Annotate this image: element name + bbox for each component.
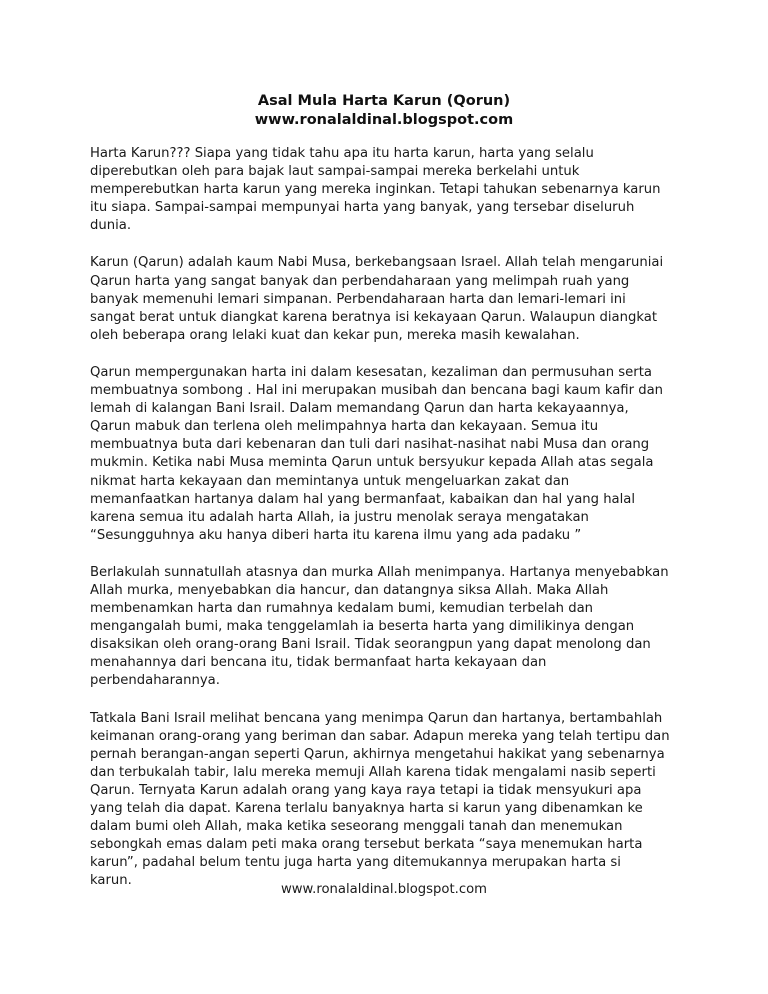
text-line: Tatkala Bani Israil melihat bencana yang menimpa Qarun dan hartanya, bertambahlah [90,710,663,726]
text-line: karena semua itu adalah harta Allah, ia justru menolak seraya mengatakan [90,509,589,525]
text-line: dalam bumi oleh Allah, maka ketika seseorang menggali tanah dan menemukan [90,819,623,835]
text-line: karun. [90,873,132,889]
paragraph [90,710,690,891]
text-line: sebongkah emas dalam peti maka orang tersebut berkata “saya menemukan harta [90,837,643,853]
text-line: Qarun mempergunakan harta ini dalam kesesatan, kezaliman dan permusuhan serta [90,364,652,380]
text-line: Qarun mabuk dan terlena oleh melimpahnya harta dan kekayaan. Semua itu [90,419,599,435]
text-line: “Sesungguhnya aku hanya diberi harta itu karena ilmu yang ada padaku ” [90,527,582,543]
text-line: dunia. [90,218,132,234]
text-line: sangat berat untuk diangkat karena beratnya isi kekayaan Qarun. Walaupun diangkat [90,309,658,325]
title-block [0,92,768,130]
text-line: mengangalah bumi, maka tenggelamlah ia beserta harta yang dimilikinya dengan [90,619,635,635]
page-title: Asal Mula Harta Karun (Qorun) [257,93,511,109]
text-line: diperebutkan oleh para bajak laut sampai-sampai mereka berkelahi untuk [90,164,580,180]
text-line: mukmin. Ketika nabi Musa meminta Qarun untuk bersyukur kepada Allah atas segala [90,455,654,471]
text-line: perbendaharannya. [90,673,220,689]
text-line: pernah berangan-angan seperti Qarun, akhirnya mengetahui hakikat yang sebenarnya [90,746,665,762]
text-line: karun”, padahal belum tentu juga harta yang ditemukannya merupakan harta si [90,855,621,871]
text-line: Karun (Qarun) adalah kaum Nabi Musa, berkebangsaan Israel. Allah telah mengaruniai [90,255,664,271]
text-line: Qarun. Ternyata Karun adalah orang yang kaya raya tetapi ia tidak mensyukuri apa [90,782,642,798]
text-line: membuatnya sombong . Hal ini merupakan musibah dan bencana bagi kaum kafir dan [90,383,664,399]
text-line: memperebutkan harta karun yang mereka inginkan. Tetapi tahukan sebenarnya karun [90,182,661,198]
text-line: menahannya dari bencana itu, tidak bermanfaat harta kekayaan dan [90,655,547,671]
text-line: membuatnya buta dari kebenaran dan tuli dari nasihat-nasihat nabi Musa dan orang [90,437,650,453]
text-line: yang telah dia dapat. Karena terlalu banyaknya harta si karun yang dibenamkan ke [90,801,643,816]
paragraph [90,364,690,545]
text-line: keimanan orang-orang yang beriman dan sabar. Adapun mereka yang telah tertipu dan [90,728,670,744]
text-line: dan terbukalah tabir, lalu mereka memuji Allah karena tidak mengalami nasib seperti [90,764,656,780]
text-line: Berlakulah sunnatullah atasnya dan murka Allah menimpanya. Hartanya menyebabkan [90,564,669,580]
paragraph [90,145,690,235]
page-footer-url: www.ronalaldinal.blogspot.com [280,882,488,897]
text-line: nikmat harta kekayaan dan memintanya untuk mengeluarkan zakat dan [90,473,570,489]
page-subtitle-url: www.ronalaldinal.blogspot.com [254,112,514,128]
text-line: membenamkan harta dan rumahnya kedalam bumi, kemudian terbelah dan [90,601,594,617]
text-line: Qarun harta yang sangat banyak dan perbendaharaan yang melimpah ruah yang [90,273,630,289]
text-line: itu siapa. Sampai-sampai mempunyai harta yang banyak, yang tersebar diseluruh [90,200,635,216]
text-line: memanfaatkan hartanya dalam hal yang bermanfaat, kabaikan dan hal yang halal [90,491,636,507]
text-line: disaksikan oleh orang-orang Bani Israil. Tidak seorangpun yang dapat menolong dan [90,637,651,653]
text-line: lemah di kalangan Bani Israil. Dalam memandang Qarun dan harta kekayaannya, [90,401,629,417]
text-line: Allah murka, menyebabkan dia hancur, dan datangnya siksa Allah. Maka Allah [90,582,609,598]
text-line: oleh beberapa orang lelaki kuat dan kekar pun, mereka masih kewalahan. [90,327,580,343]
paragraph [90,564,690,691]
text-line: Harta Karun??? Siapa yang tidak tahu apa itu harta karun, harta yang selalu [90,146,594,161]
text-line: banyak memenuhi lemari simpanan. Perbendaharaan harta dan lemari-lemari ini [90,291,626,307]
paragraph [90,254,690,344]
article-body [90,145,690,909]
